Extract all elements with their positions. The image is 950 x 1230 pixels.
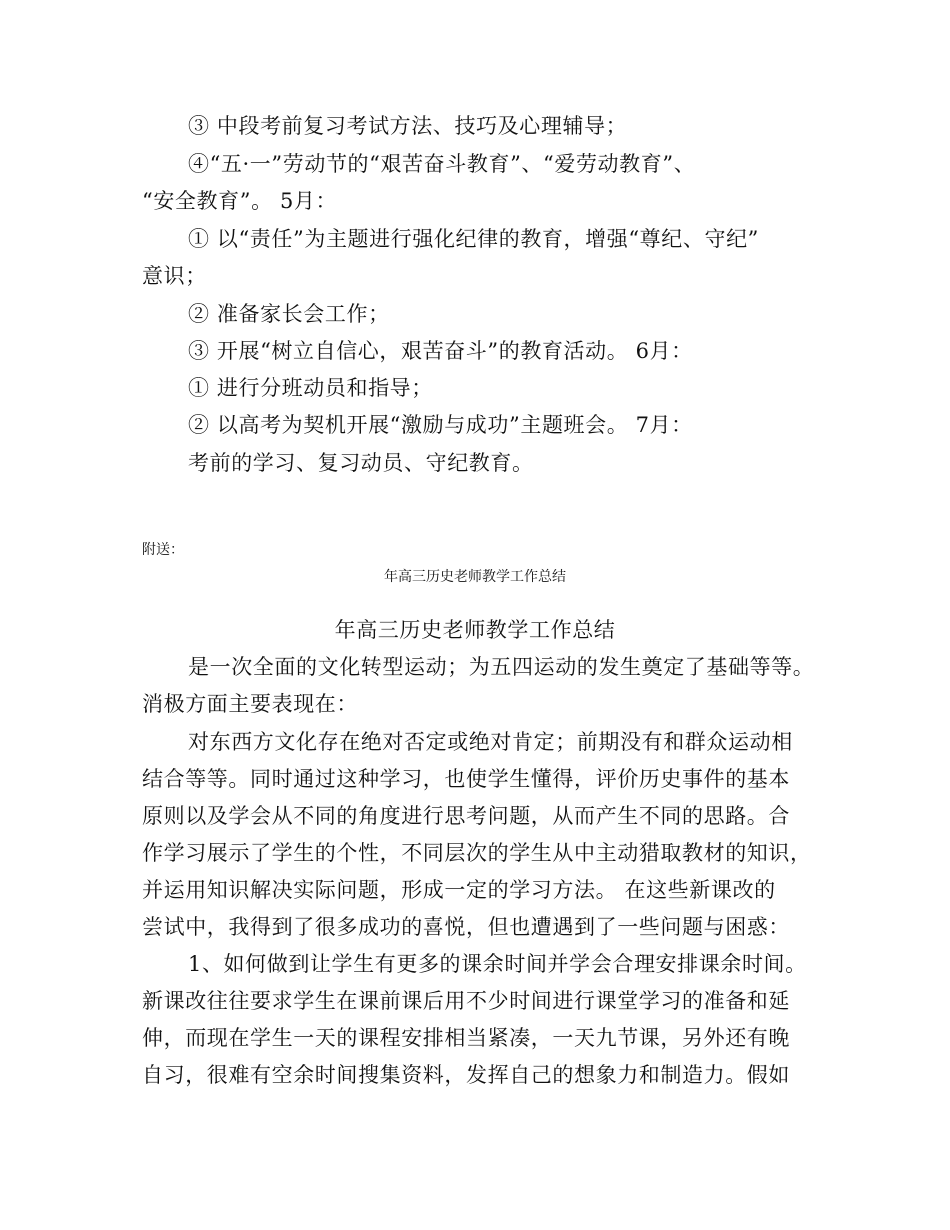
summary-line-4: 结合等等。同时通过这种学习，也使学生懂得，评价历史事件的基本 <box>142 767 790 791</box>
plan-line-4: ① 以“责任”为主题进行强化纪律的教育，增强“尊纪、守纪” <box>188 227 760 251</box>
summary-line-1: 是一次全面的文化转型运动；为五四运动的发生奠定了基础等等。 <box>188 655 815 679</box>
plan-line-5: 意识； <box>142 264 207 288</box>
plan-line-2: ④“五·一”劳动节的“艰苦奋斗教育”、“爱劳动教育”、 <box>188 152 696 176</box>
summary-line-9: 1、如何做到让学生有更多的课余时间并学会合理安排课余时间。 <box>188 952 807 976</box>
plan-line-10: 考前的学习、复习动员、守纪教育。 <box>188 451 534 475</box>
summary-line-11: 伸，而现在学生一天的课程安排相当紧凑，一天九节课，另外还有晚 <box>142 1026 790 1050</box>
summary-line-7: 并运用知识解决实际问题，形成一定的学习方法。 在这些新课改的 <box>142 878 776 902</box>
plan-line-1: ③ 中段考前复习考试方法、技巧及心理辅导； <box>188 114 628 138</box>
appendix-subtitle: 年高三历史老师教学工作总结 <box>384 569 566 585</box>
summary-line-2: 消极方面主要表现在： <box>142 692 358 716</box>
summary-line-3: 对东西方文化存在绝对否定或绝对肯定；前期没有和群众运动相 <box>188 730 793 754</box>
document-title: 年高三历史老师教学工作总结 <box>334 618 616 642</box>
plan-line-7: ③ 开展“树立自信心，艰苦奋斗”的教育活动。 6月： <box>188 339 693 363</box>
plan-line-6: ② 准备家长会工作； <box>188 302 390 326</box>
plan-line-9: ② 以高考为契机开展“激励与成功”主题班会。 7月： <box>188 413 693 437</box>
summary-line-12: 自习，很难有空余时间搜集资料，发挥自己的想象力和制造力。假如 <box>142 1063 790 1087</box>
summary-line-10: 新课改往往要求学生在课前课后用不少时间进行课堂学习的准备和延 <box>142 989 790 1013</box>
summary-line-6: 作学习展示了学生的个性，不同层次的学生从中主动猎取教材的知识， <box>142 841 812 865</box>
summary-line-5: 原则以及学会从不同的角度进行思考问题，从而产生不同的思路。合 <box>142 804 790 828</box>
plan-line-8: ① 进行分班动员和指导； <box>188 376 433 400</box>
appendix-label: 附送： <box>142 542 184 558</box>
plan-line-3: “安全教育”。 5月： <box>142 189 338 213</box>
summary-line-8: 尝试中，我得到了很多成功的喜悦，但也遭遇到了一些问题与困惑： <box>142 915 790 939</box>
